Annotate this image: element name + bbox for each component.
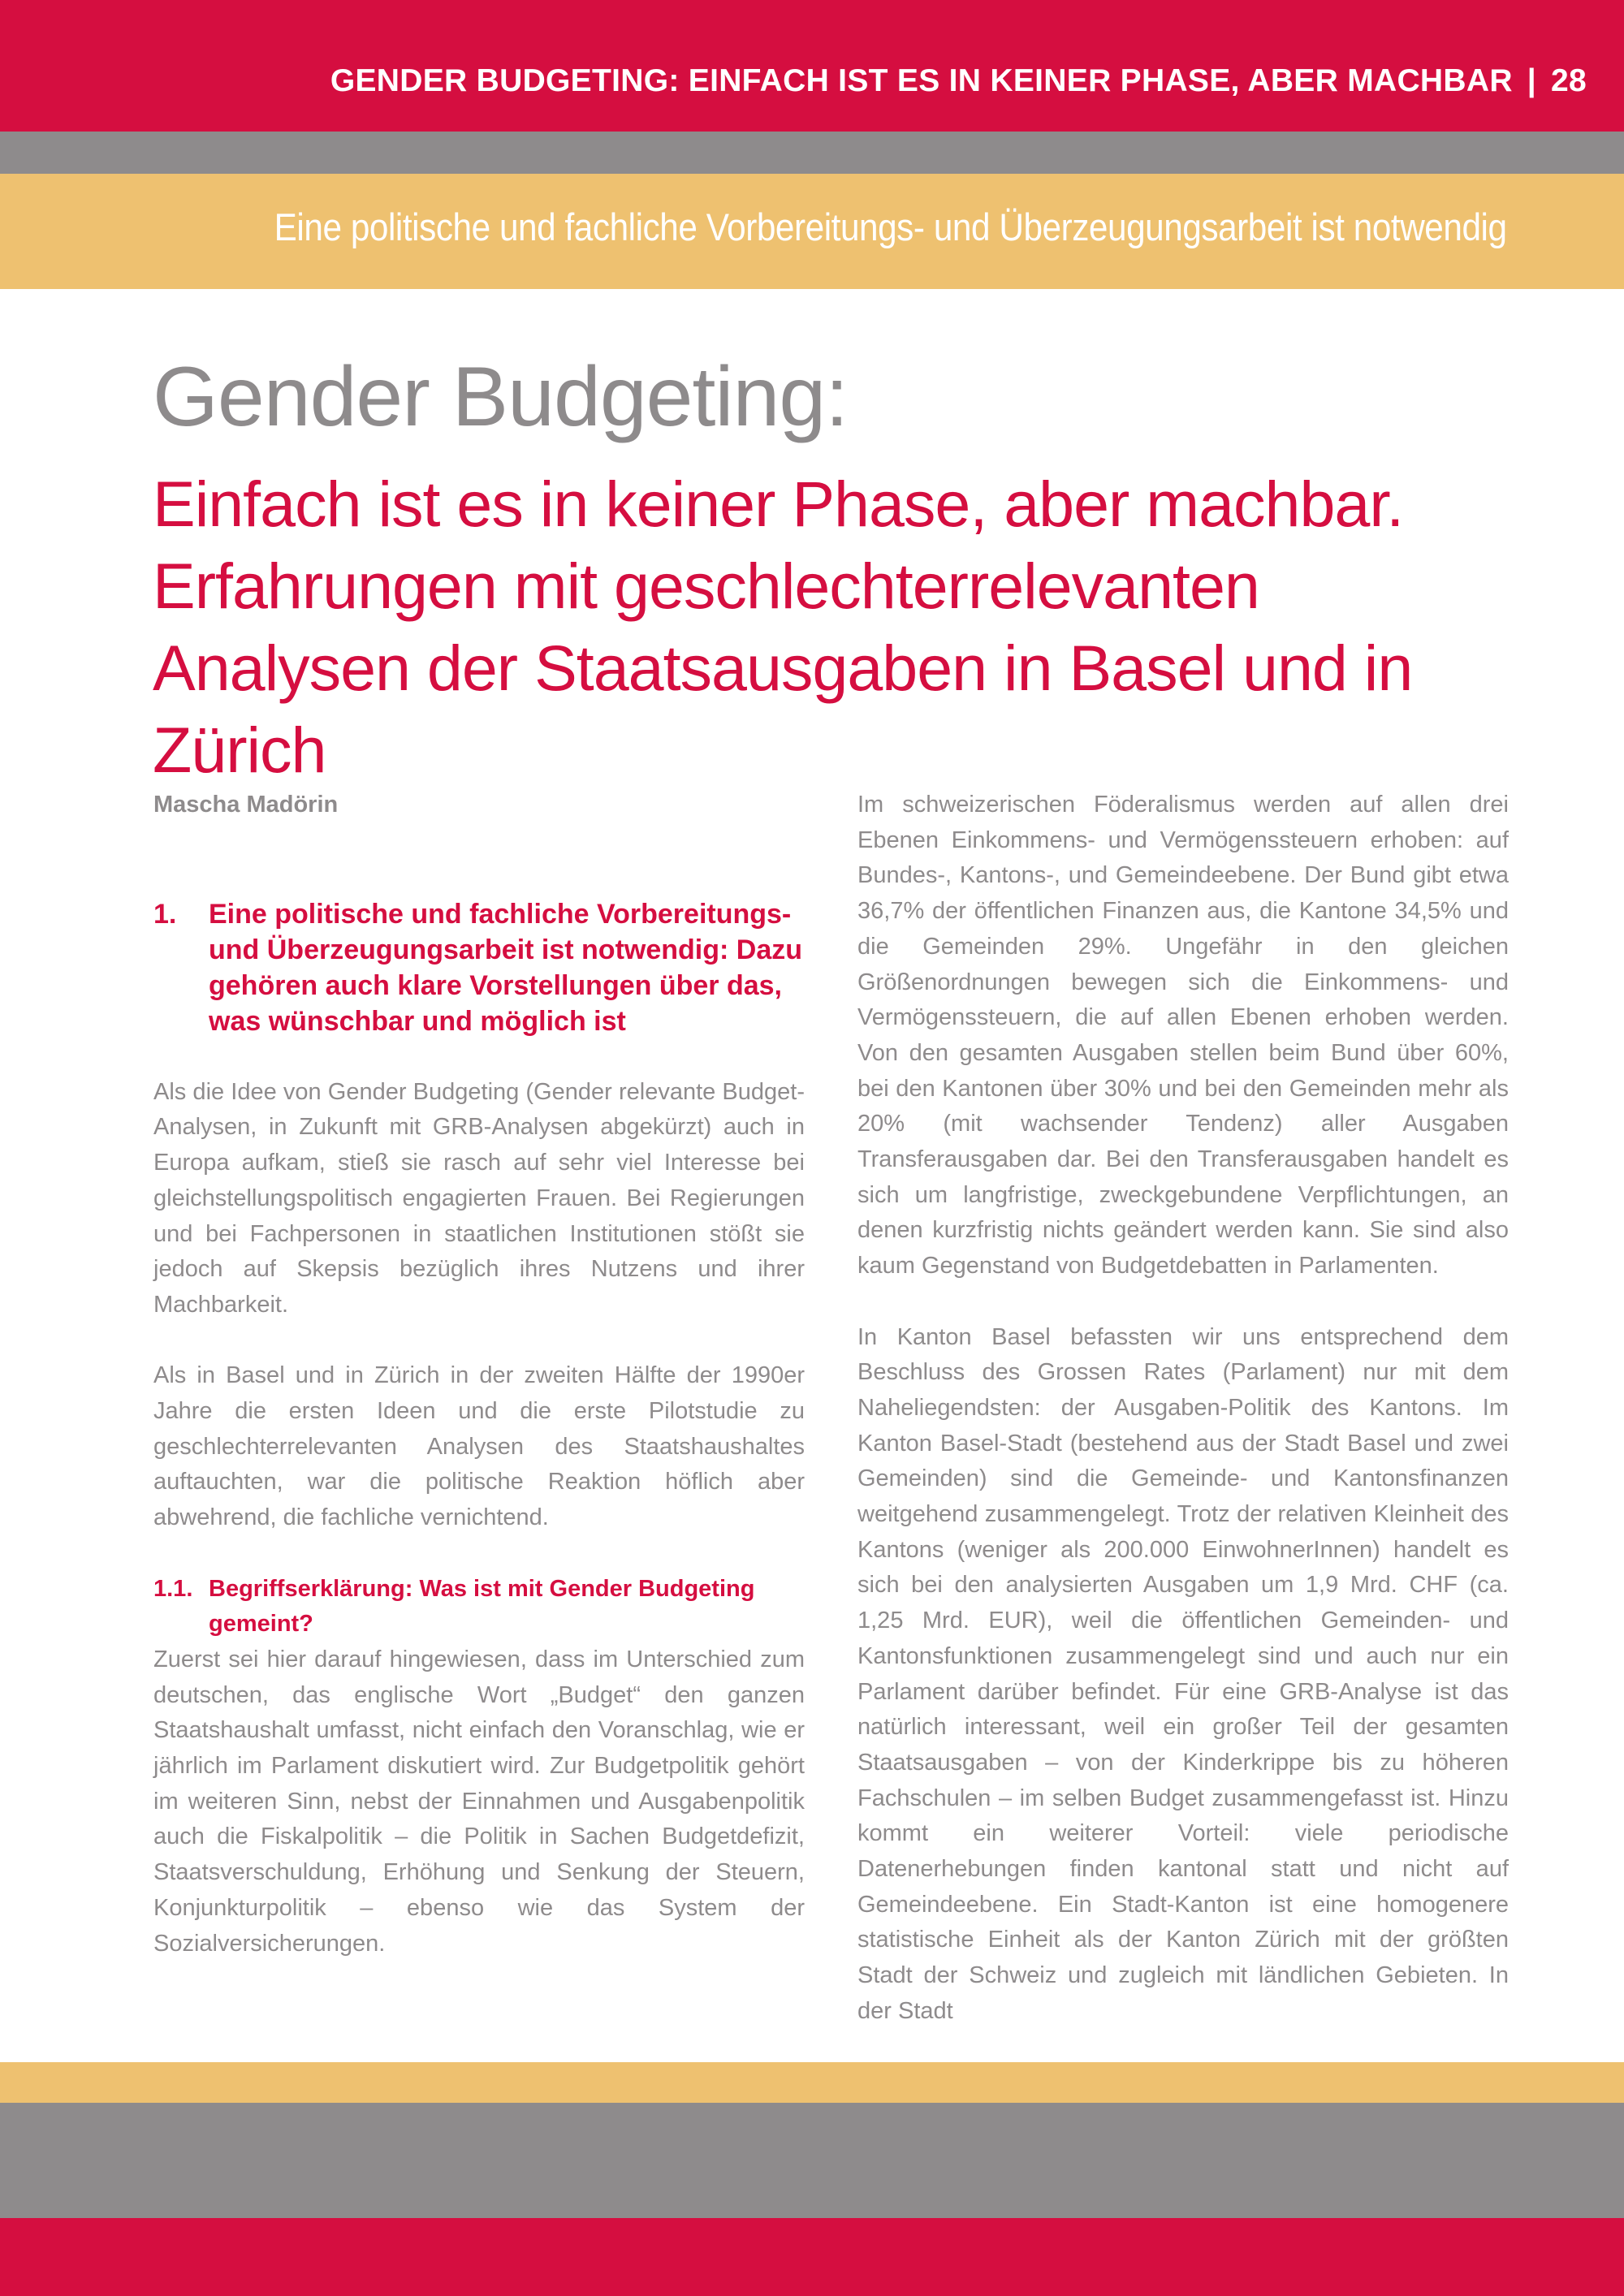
author-name: Mascha Madörin — [153, 792, 339, 818]
section-1-number: 1. — [153, 898, 177, 930]
left-column — [153, 788, 805, 1962]
section-1-1-heading — [153, 1572, 805, 1642]
section-banner-title: Eine politische und fachliche Vorbereitungs- und Überzeugungsarbeit ist notwendig — [274, 205, 1507, 248]
page-number: 28 — [1551, 63, 1587, 98]
article-subtitle: Einfach ist es in keiner Phase, aber machbar. Erfahrungen mit geschlechterrelevanten Analysen der Staatsausgaben in Basel und in Zürich — [153, 468, 1413, 786]
left-paragraph-3: Zuerst sei hier darauf hingewiesen, dass im Unterschied zum deutschen, das englische Wort „Budget“ den ganzen Staatshaushalt umfasst, nicht einfach den Voranschlag, wie er jährlich im Parlament diskutiert wird. Zur Budgetpolitik gehört im weiteren Sinn, nebst der Einnahmen und Ausgabenpolitik auch die Fiskalpolitik – die Politik in Sachen Budgetdefizit, Staatsverschuldung, Erhöhung und Senkung der Steuern, Konjunkturpolitik – ebenso wie das System der Sozialversicherungen. — [153, 1646, 805, 1957]
right-paragraph-1: Im schweizerischen Föderalismus werden auf allen drei Ebenen Einkommens- und Vermögenssteuern erhoben: auf Bundes-, Kantons-, und Gemeindeebene. Der Bund gibt etwa 36,7% der öffentlichen Finanzen aus, die Kantone 34,5% und die Gemeinden 29%. Ungefähr in den gleichen Größenordnungen bewegen sich die Einkommens- und Vermögenssteuern, die auf allen Ebenen erhoben werden. Von den gesamten Ausgaben stellen beim Bund über 60%, bei den Kantonen über 30% und bei den Gemeinden mehr als 20% (mit wachsender Tendenz) aller Ausgaben Transferausgaben dar. Bei den Transferausgaben handelt es sich um langfristige, zweckgebundene Verpflichtungen, an denen kurzfristig nichts geändert werden kann. Sie sind also kaum Gegenstand von Budgetdebatten in Parlamenten. — [857, 792, 1509, 1280]
article-title: Gender Budgeting: — [153, 350, 849, 444]
footer-grey-band — [0, 2103, 1624, 2218]
section-1-heading-text: Eine politische und fachliche Vorbereitungs- und Überzeugungsarbeit ist notwendig: Dazu gehören auch klare Vorstellungen über das, was wünschbar und möglich ist — [209, 898, 802, 1037]
right-paragraph-2: In Kanton Basel befassten wir uns entsprechend dem Beschluss des Grossen Rates (Parlament) nur mit dem Naheliegendsten: der Ausgaben-Politik des Kantons. Im Kanton Basel-Stadt (bestehend aus der Stadt Basel und zwei Gemeinden) sind die Gemeinde- und Kantonsfinanzen weitgehend zusammengelegt. Trotz der relativen Kleinheit des Kantons (weniger als 200.000 EinwohnerInnen) handelt es sich bei den analysierten Ausgaben um 1,9 Mrd. CHF (ca. 1,25 Mrd. EUR), weil die öffentlichen Gemeinden- und Kantonsfunktionen zusammengelegt sind und auch nur ein Parlament darüber befindet. Für eine GRB-Analyse ist das natürlich interessant, weil ein großer Teil der gesamten Staatsausgaben – von der Kinderkrippe bis zu höheren Fachschulen – im selben Budget zusammengefasst ist. Hinzu kommt ein weiterer Vorteil: viele periodische Datenerhebungen finden kantonal statt und nicht auf Gemeindeebene. Ein Stadt-Kanton ist eine homogenere statistische Einheit als der Kanton Zürich mit der größten Stadt der Schweiz und zugleich mit ländlichen Gebieten. In der Stadt — [857, 1323, 1509, 2024]
header-grey-stripe — [0, 132, 1624, 174]
section-1-1-heading-text: Begriffserklärung: Was ist mit Gender Budgeting gemeint? — [209, 1575, 755, 1638]
left-paragraph-2: Als in Basel und in Zürich in der zweiten Hälfte der 1990er Jahre die ersten Ideen und die erste Pilotstudie zu geschlechterrelevanten Analysen des Staatshaushaltes auftauchten, war die politische Reaktion höflich aber abwehrend, die fachliche vernichtend. — [153, 1362, 805, 1531]
footer-red-band — [0, 2218, 1624, 2296]
footer-yellow-stripe — [0, 2062, 1624, 2103]
section-1-heading — [153, 896, 805, 1039]
left-paragraph-1: Als die Idee von Gender Budgeting (Gender relevante Budget-Analysen, in Zukunft mit GRB-Analysen abgekürzt) auch in Europa aufkam, stieß sie rasch auf sehr viel Interesse bei gleichstellungspolitisch engagierten Frauen. Bei Regierungen und bei Fachpersonen in staatlichen Institutionen stößt sie jedoch auf Skepsis bezüglich ihres Nutzens und ihrer Machbarkeit. — [153, 1078, 805, 1318]
running-title: GENDER BUDGETING: EINFACH IST ES IN KEINER PHASE, ABER MACHBAR — [330, 63, 1513, 98]
right-column — [857, 788, 1509, 2030]
header-separator: | — [1527, 63, 1537, 98]
section-1-1-number: 1.1. — [153, 1575, 193, 1602]
running-header — [330, 63, 1587, 99]
